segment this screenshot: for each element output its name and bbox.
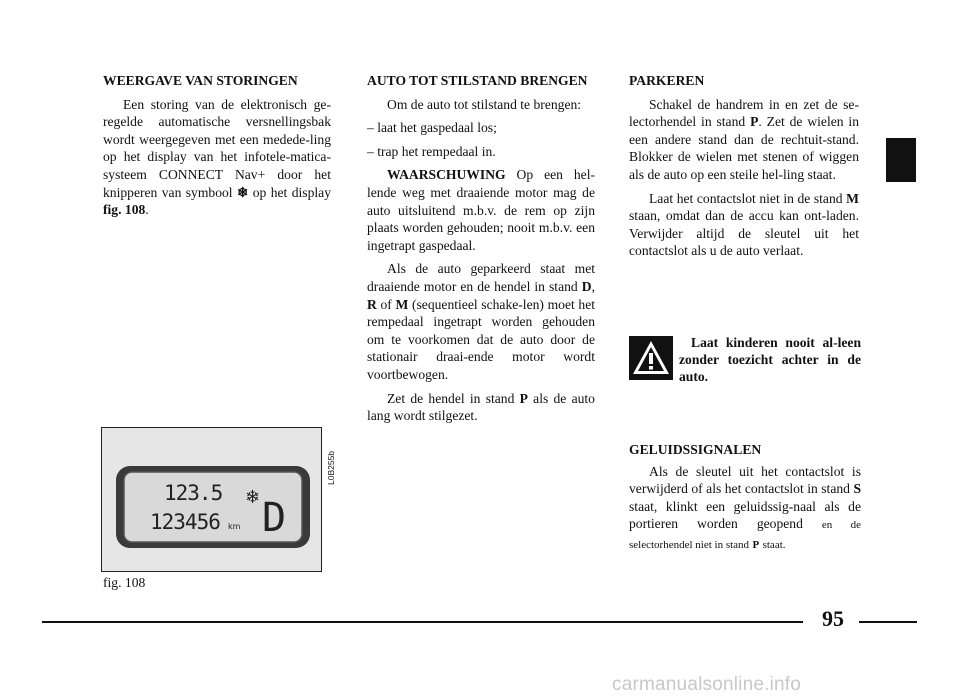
parkeren-paragraph-2: Laat het contactslot niet in de stand M staan, omdat dan de accu kan ont-laden. Verwijder altijd de sleutel uit het contactslot als u de auto verlaat. xyxy=(629,190,859,259)
stilstand-intro: Om de auto tot stilstand te brengen: xyxy=(387,96,582,112)
child-warning-box xyxy=(629,334,861,385)
heading-stilstand: AUTO TOT STILSTAND BRENGEN xyxy=(367,73,588,88)
column-stilstand xyxy=(367,72,595,431)
figure-code xyxy=(323,427,337,487)
heading-geluidssignalen: GELUIDSSIGNALEN xyxy=(629,442,762,457)
warning-label: WAARSCHUWING xyxy=(387,167,506,183)
display-line2: 123456 xyxy=(150,510,220,534)
display-unit: km xyxy=(228,522,241,531)
step-1: – laat het gaspedaal los; xyxy=(367,120,497,136)
warning-paragraph: WAARSCHUWING Op een hel-lende weg met draaiende motor mag de auto uitsluitend m.b.v. de rem op zijn plaats worden gehouden; nooit m.b.v. een ingetrapt gaspedaal. xyxy=(367,167,595,253)
storingen-paragraph: Een storing van de elektronisch ge-regelde automatische versnellingsbak wordt weergegeven met een mededе-ling op het display van het infotele-matica-systeem CONNECT Nav+ door het knipperen van symbool ❄ op het display fig. 108. xyxy=(103,96,331,218)
display-gear: D xyxy=(262,495,287,541)
geparkeerd-paragraph: Als de auto geparkeerd staat met draaiende motor en de hendel in stand D, R of M (sequentieel schake-len) moet het rempedaal ingetrapt worden gehouden om te voorkomen dat de auto door de stationair draai-ende motor wordt voortbewogen. xyxy=(367,261,596,382)
step-2: – trap het rempedaal in. xyxy=(367,143,496,159)
child-warning-text: Laat kinderen nooit al-leen zonder toezicht achter in de auto. xyxy=(679,335,861,384)
section-geluidssignalen xyxy=(629,441,861,555)
warning-triangle-icon xyxy=(629,336,673,380)
footer-rule-left xyxy=(42,621,803,623)
heading-parkeren: PARKEREN xyxy=(629,73,705,88)
display-warning-icon: ❄ xyxy=(245,487,261,508)
column-parkeren xyxy=(629,72,859,266)
heading-storingen: WEERGAVE VAN STORINGEN xyxy=(103,73,298,88)
display-illustration xyxy=(102,428,321,571)
fig-reference: fig. 108 xyxy=(103,202,146,218)
display-figure xyxy=(101,427,322,572)
page-number: 95 xyxy=(822,606,844,631)
snowflake-icon: ❄ xyxy=(236,184,249,200)
geluid-paragraph: Als de sleutel uit het contactslot is verwijderd of als het contactslot in stand S staat, klinkt een geluidssig-naal als de portieren worden geopend en de selectorhendel niet in stand P staat. xyxy=(629,463,862,551)
display-line1: 123.5 xyxy=(164,481,223,505)
footer-rule-right xyxy=(859,621,917,623)
section-tab-marker xyxy=(886,138,916,182)
stilgezet-paragraph: Zet de hendel in stand P als de auto lang wordt stilgezet. xyxy=(367,390,595,424)
figure-label: fig. 108 xyxy=(103,575,146,590)
watermark: carmanualsonline.info xyxy=(612,674,802,695)
column-storingen xyxy=(103,72,331,225)
svg-text:L0B255b: L0B255b xyxy=(326,450,336,485)
parkeren-paragraph-1: Schakel de handrem in en zet de se-lectorhendel in stand P. Zet de wielen in een andere stand dan de rechtuit-stand. Blokker de wielen met stenen of wiggen als de auto op een steile hel-ling staat. xyxy=(629,96,859,182)
